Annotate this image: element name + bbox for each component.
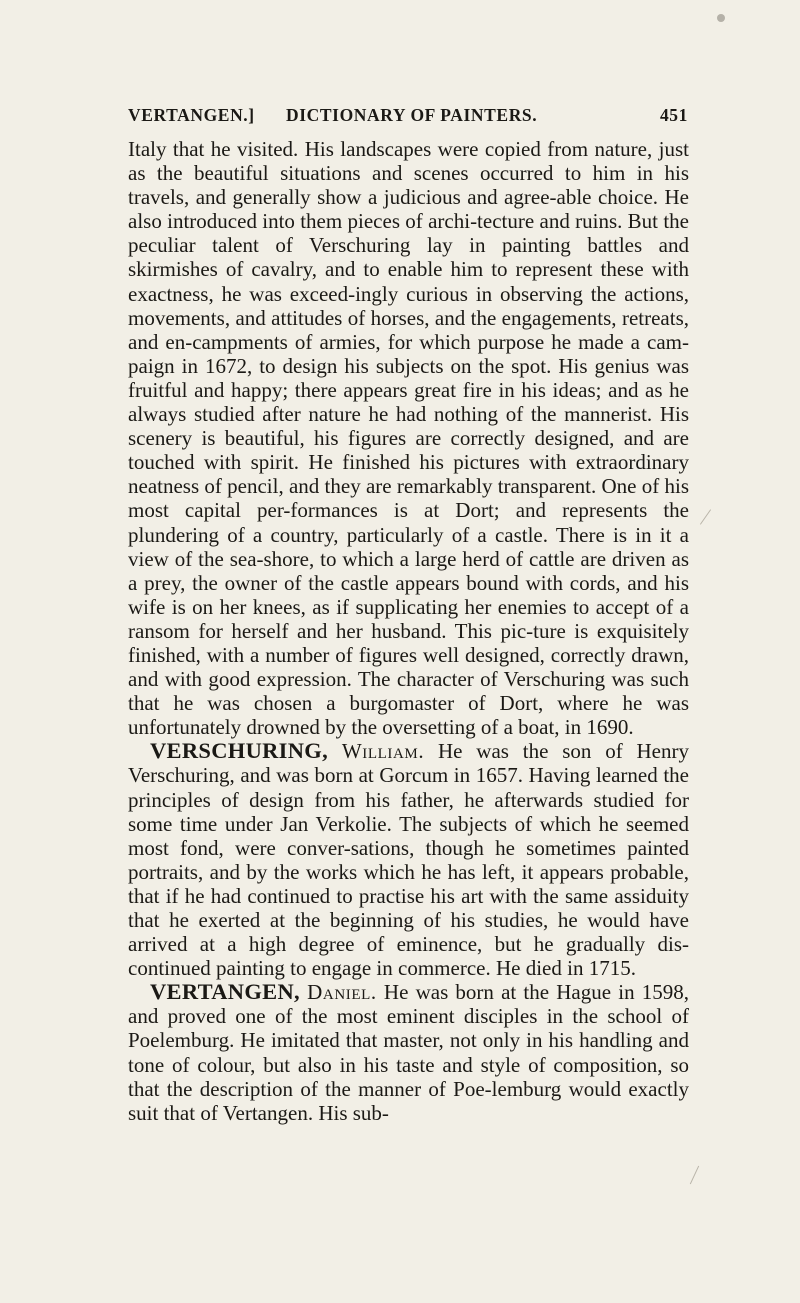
page-body [128, 137, 689, 1125]
entry-surname: VERTANGEN, [150, 979, 300, 1005]
paper-mark [690, 1166, 699, 1185]
continued-paragraph: Italy that he visited. His landscapes were copied from nature, just as the beautiful situations and scenes occurred to him in his travels, and generally show a judicious and agree-able choice. He also introduced into them pieces of archi-tecture and ruins. But the peculiar talent of Verschuring lay in painting battles and skirmishes of cavalry, and to enable him to represent these with exactness, he was exceed-ingly curious in observing the actions, movements, and attitudes of horses, and the engagements, retreats, and en-campments of armies, for which purpose he made a cam-paign in 1672, to design his subjects on the spot. His genius was fruitful and happy; there appears great fire in his ideas; and as he always studied after nature he had nothing of the mannerist. His scenery is beautiful, his figures are correctly designed, and are touched with spirit. He finished his pictures with extraordinary neatness of pencil, and they are remarkably transparent. One of his most capital per-formances is at Dort; and represents the plundering of a country, particularly of a castle. There is in it a view of the sea-shore, to which a large herd of cattle are driven as a prey, the owner of the castle appears bound with cords, and his wife is on her knees, as if supplicating her enemies to accept of a ransom for herself and her husband. This pic-ture is exquisitely finished, with a number of figures well designed, correctly drawn, and with good expression. The character of Verschuring was such that he was chosen a burgomaster of Dort, where he was unfortunately drowned by the oversetting of a boat, in 1690. [128, 137, 689, 740]
entry-forename: William. [341, 739, 425, 764]
page-number: 451 [659, 105, 688, 125]
running-header [128, 105, 688, 133]
header-book-title: DICTIONARY OF PAINTERS. [286, 105, 538, 125]
entry-surname: VERSCHURING, [150, 738, 328, 764]
header-section-label: VERTANGEN.] [128, 105, 255, 125]
page-blemish [717, 14, 725, 22]
entry-text: He was born at the Hague in 1598, and proved one of the most eminent disciples in the school of Poelemburg. He imitated that master, not only in his handling and tone of colour, but also in his taste and style of composition, so that the description of the manner of Poe-lemburg would exactly suit that of Vertangen. His sub- [128, 980, 690, 1125]
entry-verschuring-william [128, 739, 689, 980]
entry-vertangen-daniel [128, 980, 689, 1125]
entry-forename: Daniel. [307, 980, 377, 1005]
entry-text: He was the son of Henry Verschuring, and was born at Gorcum in 1657. Having learned the principles of design from his father, he afterwards studied for some time under Jan Verkolie. The subjects of which he seemed most fond, were conver-sations, though he sometimes painted portraits, and by the works which he has left, it appears probable, that if he had continued to practise his art with the same assiduity that he exerted at the beginning of his studies, he would have arrived at a high degree of eminence, but he gradually dis-continued painting to engage in commerce. He died in 1715. [128, 739, 689, 981]
paper-mark [700, 509, 711, 524]
